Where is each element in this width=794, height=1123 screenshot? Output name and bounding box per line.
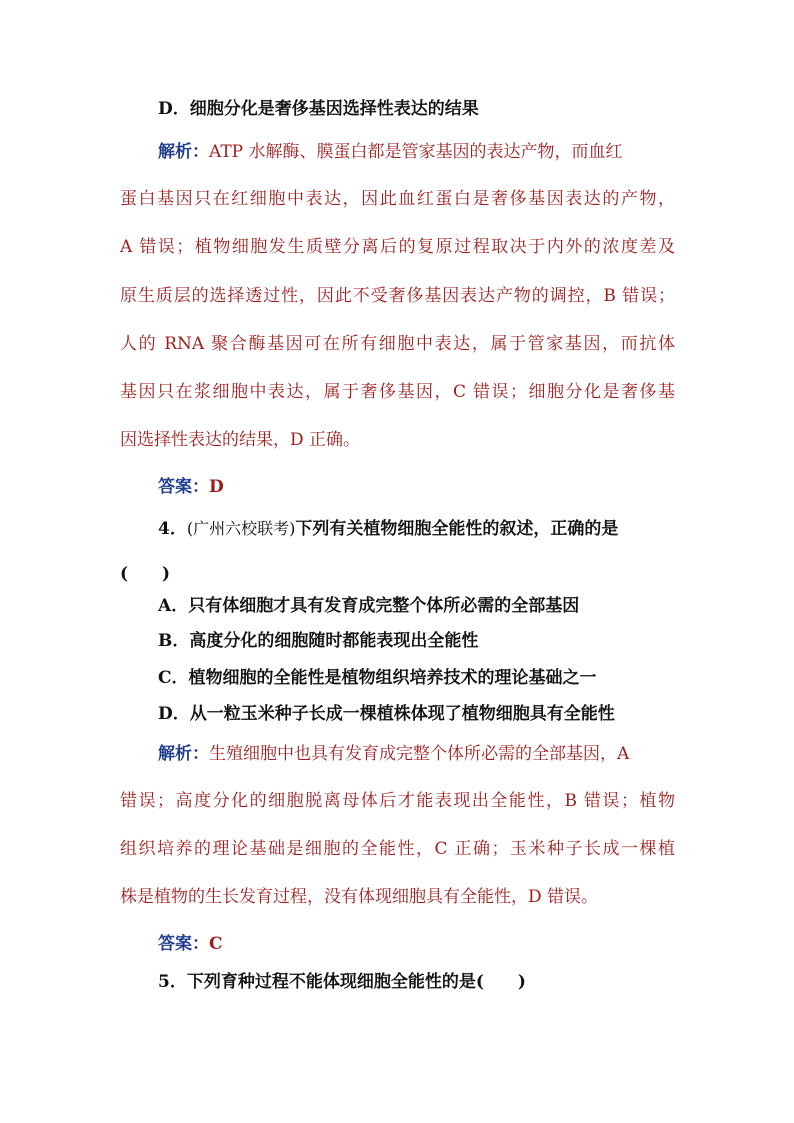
q4-answer-value: C [209,934,223,954]
q4-option-a: A．只有体细胞才具有发育成完整个体所必需的全部基因 [158,596,580,616]
q4-stem [158,518,618,540]
q4-option-b: B．高度分化的细胞随时都能表现出全能性 [158,631,479,651]
q4-analysis-text: 生殖细胞中也具有发育成完整个体所必需的全部基因，A [209,744,630,764]
q3-analysis-text: ATP 水解酶、膜蛋白都是管家基因的表达产物，而血红 [209,142,623,162]
q4-analysis-line-2: 错误；高度分化的细胞脱离母体后才能表现出全能性，B 错误；植物 [120,791,675,811]
q4-answer [158,933,223,955]
q4-option-d: D．从一粒玉米种子长成一棵植株体现了植物细胞具有全能性 [158,704,615,724]
q3-analysis-line-3: A 错误；植物细胞发生质壁分离后的复原过程取决于内外的浓度差及 [120,237,675,257]
q3-answer [158,476,224,498]
q3-option-d: D．细胞分化是奢侈基因选择性表达的结果 [158,99,479,119]
q3-analysis-line-5: 人的 RNA 聚合酶基因可在所有细胞中表达，属于管家基因，而抗体 [120,334,675,354]
q3-analysis-line-2: 蛋白基因只在红细胞中表达，因此血红蛋白是奢侈基因表达的产物， [120,189,675,209]
q4-number: 4． [158,519,187,539]
q4-stem-text: 下列有关植物细胞全能性的叙述，正确的是 [295,519,619,539]
q4-analysis-line-4: 株是植物的生长发育过程，没有体现细胞具有全能性，D 错误。 [120,887,599,907]
q4-answer-paren: ( ) [120,564,171,584]
q4-source: (广州六校联考) [186,519,296,538]
q4-analysis-line-1 [158,743,629,765]
q4-analysis-line-3: 组织培养的理论基础是细胞的全能性，C 正确；玉米种子长成一棵植 [120,839,675,859]
q4-answer-label: 答案： [158,934,209,954]
q5-stem: 5．下列育种过程不能体现细胞全能性的是( ) [158,972,526,992]
q3-analysis-label: 解析： [158,142,209,162]
q3-analysis-line-7: 因选择性表达的结果，D 正确。 [120,430,361,450]
q4-analysis-label: 解析： [158,744,209,764]
q3-analysis-line-6: 基因只在浆细胞中表达，属于奢侈基因，C 错误；细胞分化是奢侈基 [120,382,675,402]
q3-analysis-line-1 [158,141,623,163]
q3-answer-label: 答案： [158,477,209,497]
q3-answer-value: D [209,477,224,497]
q4-option-c: C．植物细胞的全能性是植物组织培养技术的理论基础之一 [158,668,597,688]
q3-analysis-line-4: 原生质层的选择透过性，因此不受奢侈基因表达产物的调控，B 错误； [120,286,675,306]
